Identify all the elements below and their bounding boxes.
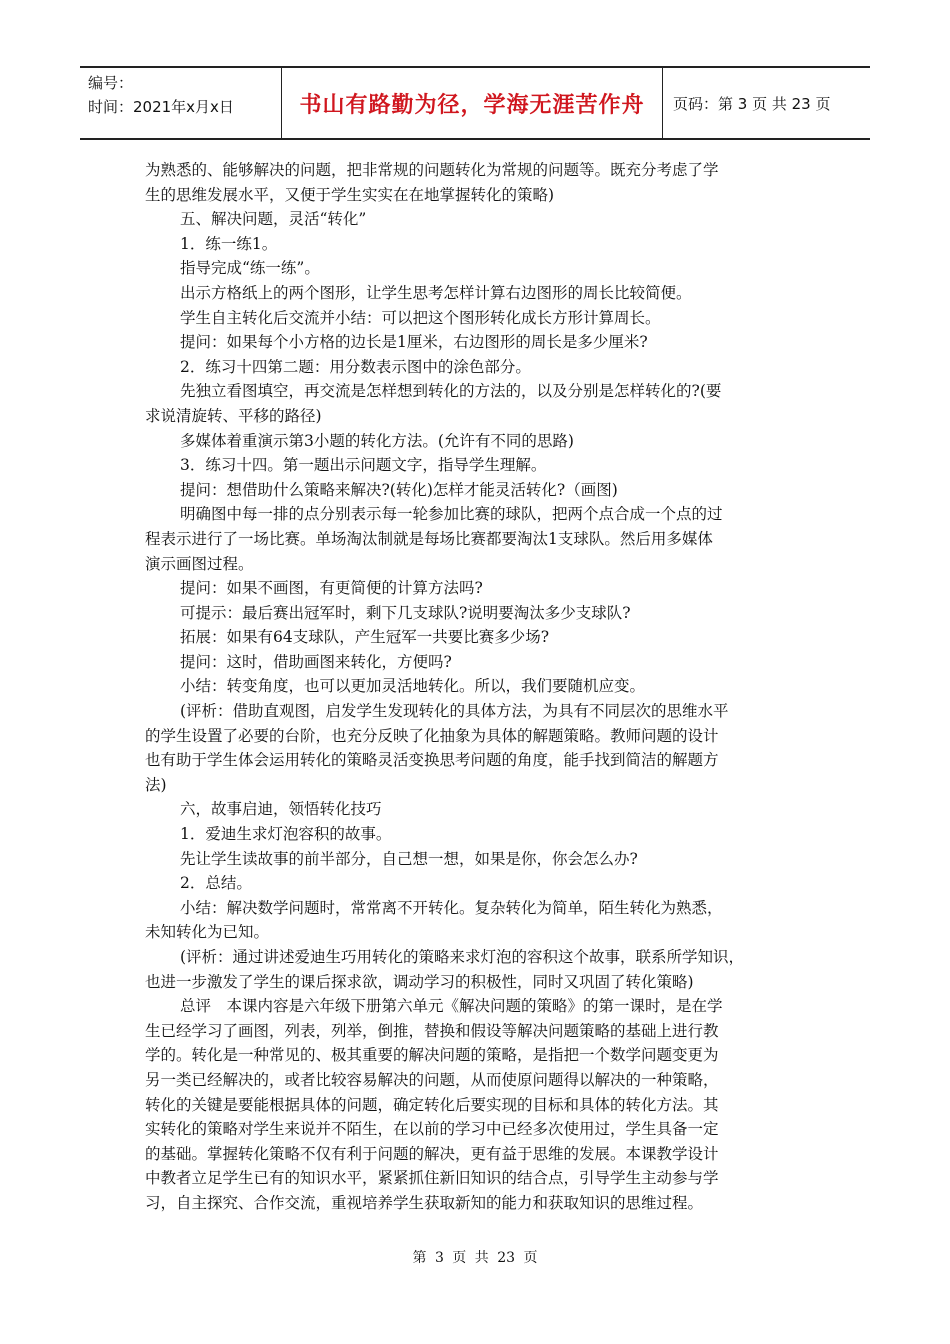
- text-line: 另一类已经解决的，或者比较容易解决的问题，从而使原问题得以解决的一种策略，: [145, 1070, 719, 1089]
- text-line: 也进一步激发了学生的课后探求欲，调动学习的积极性，同时又巩固了转化策略): [145, 972, 694, 991]
- text-line: 出示方格纸上的两个图形，让学生思考怎样计算右边图形的周长比较简便。: [180, 283, 692, 302]
- number-label: 编号：: [88, 74, 134, 92]
- text-line: 演示画图过程。: [145, 554, 254, 573]
- date-line: 时间：2021年x月x日: [88, 98, 234, 116]
- text-line: 转化的关键是要能根据具体的问题，确定转化后要实现的目标和具体的转化方法。其: [145, 1095, 719, 1114]
- text-line: 也有助于学生体会运用转化的策略灵活变换思考问题的角度，能手找到简洁的解题方: [145, 751, 719, 770]
- text-line: 提问：如果不画图，有更简便的计算方法吗?: [180, 579, 483, 598]
- text-line: 生已经学习了画图，列表，列举，倒推，替换和假设等解决问题策略的基础上进行教: [145, 1021, 719, 1040]
- text-line: 的学生设置了必要的台阶，也充分反映了化抽象为具体的解题策略。教师问题的设计: [145, 726, 719, 745]
- text-line: 法): [145, 775, 167, 794]
- text-line: 小结：转变角度，也可以更加灵活地转化。所以，我们要随机应变。: [180, 677, 646, 696]
- text-line: 可提示：最后赛出冠军时，剩下几支球队?说明要淘汰多少支球队?: [180, 603, 631, 622]
- text-line: 学的。转化是一种常见的、极其重要的解决问题的策略，是指把一个数学问题变更为: [145, 1046, 719, 1065]
- text-line: 生的思维发展水平，又便于学生实实在在地掌握转化的策略): [145, 185, 555, 204]
- motto: 书山有路勤为径，学海无涯苦作舟: [282, 68, 663, 138]
- text-line: (评析：借助直观图，启发学生发现转化的具体方法，为具有不同层次的思维水平: [180, 702, 729, 721]
- text-line: 提问：这时，借助画图来转化，方便吗?: [180, 652, 452, 671]
- page-info: 页码：第 3 页 共 23 页: [673, 94, 831, 113]
- text-line: 先让学生读故事的前半部分，自己想一想，如果是你，你会怎么办?: [180, 849, 638, 868]
- text-line: 拓展：如果有64支球队，产生冠军一共要比赛多少场?: [180, 628, 550, 647]
- text-line: 五、解决问题，灵活“转化”: [180, 210, 367, 229]
- text-line: 中教者立足学生已有的知识水平，紧紧抓住新旧知识的结合点，引导学生主动参与学: [145, 1169, 719, 1188]
- text-line: 3．练习十四。第一题出示问题文字，指导学生理解。: [180, 456, 547, 475]
- text-line: 多媒体着重演示第3小题的转化方法。(允许有不同的思路): [180, 431, 574, 450]
- text-line: 学生自主转化后交流并小结：可以把这个图形转化成长方形计算周长。: [180, 308, 661, 327]
- text-line: 的基础。掌握转化策略不仅有利于问题的解决，更有益于思维的发展。本课教学设计: [145, 1144, 719, 1163]
- text-line: 程表示进行了一场比赛。单场淘汰制就是每场比赛都要淘汰1支球队。然后用多媒体: [145, 529, 713, 548]
- text-line: 未知转化为已知。: [145, 923, 270, 942]
- text-line: 先独立看图填空，再交流是怎样想到转化的方法的，以及分别是怎样转化的?(要: [180, 382, 722, 401]
- text-line: 六，故事启迪，领悟转化技巧: [180, 800, 382, 819]
- text-line: 提问：想借助什么策略来解决?(转化)怎样才能灵活转化?（画图): [180, 480, 618, 499]
- text-line: 总评 本课内容是六年级下册第六单元《解决问题的策略》的第一课时，是在学: [180, 997, 723, 1016]
- page-header: [80, 66, 870, 140]
- text-line: 2．总结。: [180, 874, 252, 893]
- document-body: [145, 158, 815, 1216]
- text-line: 求说清旋转、平移的路径): [145, 406, 322, 425]
- text-line: 习，自主探究、合作交流，重视培养学生获取新知的能力和获取知识的思维过程。: [145, 1193, 704, 1212]
- page-footer: 第 3 页 共 23 页: [412, 1250, 538, 1266]
- text-line: 2．练习十四第二题：用分数表示图中的涂色部分。: [180, 357, 531, 376]
- text-line: 为熟悉的、能够解决的问题，把非常规的问题转化为常规的问题等。既充分考虑了学: [145, 161, 719, 179]
- header-meta: [80, 68, 282, 138]
- text-line: 1．练一练1。: [180, 234, 278, 253]
- text-line: 明确图中每一排的点分别表示每一轮参加比赛的球队，把两个点合成一个点的过: [180, 505, 723, 524]
- text-line: 实转化的策略对学生来说并不陌生，在以前的学习中已经多次使用过，学生具备一定: [145, 1120, 719, 1139]
- text-line: 小结：解决数学问题时，常常离不开转化。复杂转化为简单，陌生转化为熟悉，: [180, 898, 723, 917]
- text-line: 提问：如果每个小方格的边长是1厘米，右边图形的周长是多少厘米?: [180, 333, 648, 352]
- text-line: 1．爱迪生求灯泡容积的故事。: [180, 825, 392, 844]
- text-line: (评析：通过讲述爱迪生巧用转化的策略来求灯泡的容积这个故事，联系所学知识，: [180, 948, 745, 966]
- text-line: 指导完成“练一练”。: [180, 259, 320, 278]
